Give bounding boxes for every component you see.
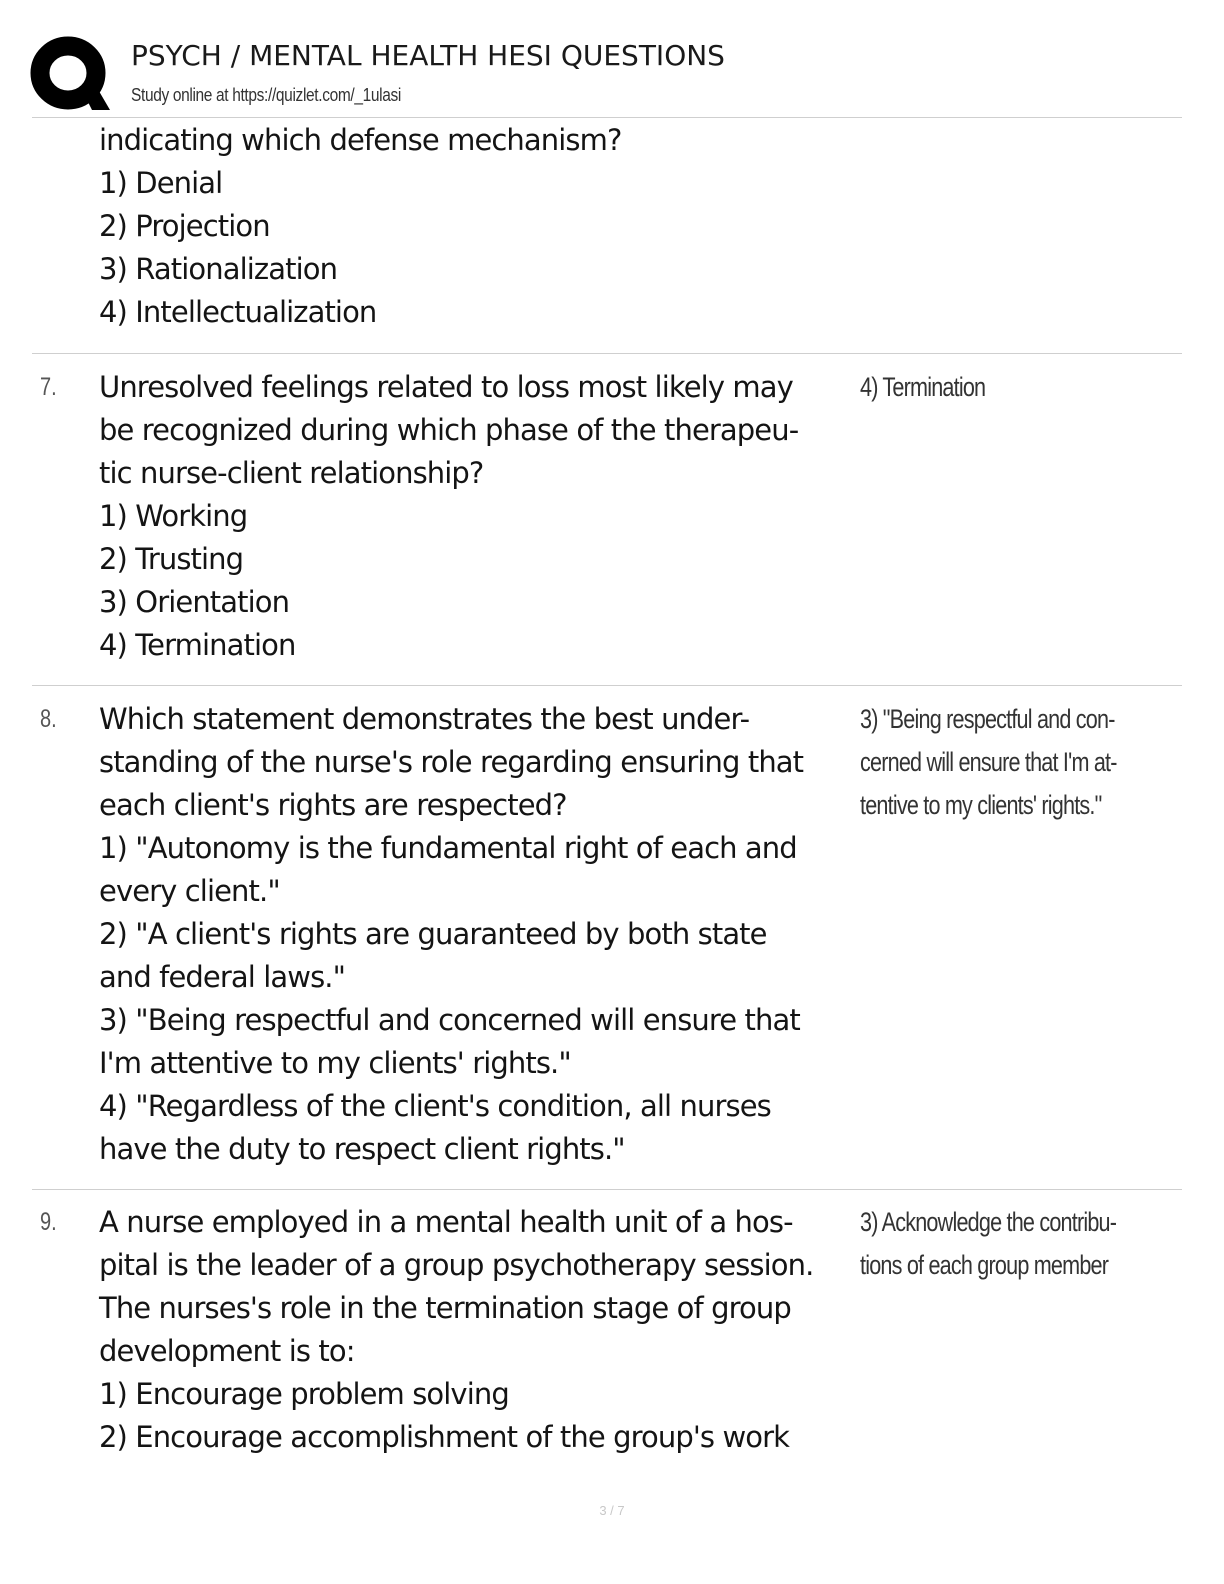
option-line: 1) Working [99, 499, 248, 533]
option-line: 1) "Autonomy is the fundamental right of each and [99, 831, 797, 865]
document-title: PSYCH / MENTAL HEALTH HESI QUESTIONS [131, 39, 725, 72]
question-6-continuation [99, 119, 859, 334]
option-line: 1) Denial [99, 166, 223, 200]
option-line: 4) "Regardless of the client's condition, all nurses [99, 1089, 771, 1123]
divider [32, 117, 1182, 118]
answer-line: tentive to my clients' rights." [860, 790, 1102, 820]
option-line: 1) Encourage problem solving [99, 1377, 509, 1411]
question-line: pital is the leader of a group psychotherapy session. [99, 1248, 814, 1282]
option-line: 3) Rationalization [99, 252, 338, 286]
question-8 [99, 698, 859, 1171]
option-line: 3) Orientation [99, 585, 290, 619]
question-number: 9. [40, 1208, 57, 1236]
answer-line: 3) "Being respectful and con- [860, 704, 1115, 734]
question-number: 8. [40, 705, 57, 733]
option-line: 2) Trusting [99, 542, 244, 576]
option-line: 2) "A client's rights are guaranteed by both state [99, 917, 767, 951]
option-line: have the duty to respect client rights." [99, 1132, 625, 1166]
question-line: tic nurse-client relationship? [99, 456, 484, 490]
option-line: I'm attentive to my clients' rights." [99, 1046, 571, 1080]
question-line: development is to: [99, 1334, 355, 1368]
question-line: each client's rights are respected? [99, 788, 567, 822]
option-line: 3) "Being respectful and concerned will ensure that [99, 1003, 800, 1037]
question-line: Which statement demonstrates the best under- [99, 702, 750, 736]
answer-line: 4) Termination [860, 372, 986, 402]
question-line: be recognized during which phase of the therapeu- [99, 413, 799, 447]
divider [32, 685, 1182, 686]
answer-line: 3) Acknowledge the contribu- [860, 1207, 1117, 1237]
question-line: A nurse employed in a mental health unit of a hos- [99, 1205, 793, 1239]
study-online-link[interactable]: Study online at https://quizlet.com/_1ulasi [131, 85, 402, 105]
question-line: standing of the nurse's role regarding ensuring that [99, 745, 804, 779]
page-number: 3 / 7 [599, 1503, 625, 1518]
option-line: 2) Encourage accomplishment of the group's work [99, 1420, 790, 1454]
question-line: The nurses's role in the termination stage of group [99, 1291, 791, 1325]
answer-line: cerned will ensure that I'm at- [860, 747, 1117, 777]
option-line: and federal laws." [99, 960, 346, 994]
question-9 [99, 1201, 859, 1459]
answer-7 [860, 366, 1124, 409]
answer-8 [860, 698, 1124, 827]
answer-line: tions of each group member [860, 1250, 1109, 1280]
option-line: 2) Projection [99, 209, 270, 243]
divider [32, 353, 1182, 354]
question-7 [99, 366, 859, 667]
option-line: 4) Intellectualization [99, 295, 377, 329]
divider [32, 1189, 1182, 1190]
question-line: Unresolved feelings related to loss most likely may [99, 370, 793, 404]
question-line: indicating which defense mechanism? [99, 123, 622, 157]
option-line: every client." [99, 874, 280, 908]
answer-9 [860, 1201, 1124, 1287]
question-number: 7. [40, 373, 57, 401]
option-line: 4) Termination [99, 628, 296, 662]
quizlet-logo-icon [30, 36, 110, 112]
